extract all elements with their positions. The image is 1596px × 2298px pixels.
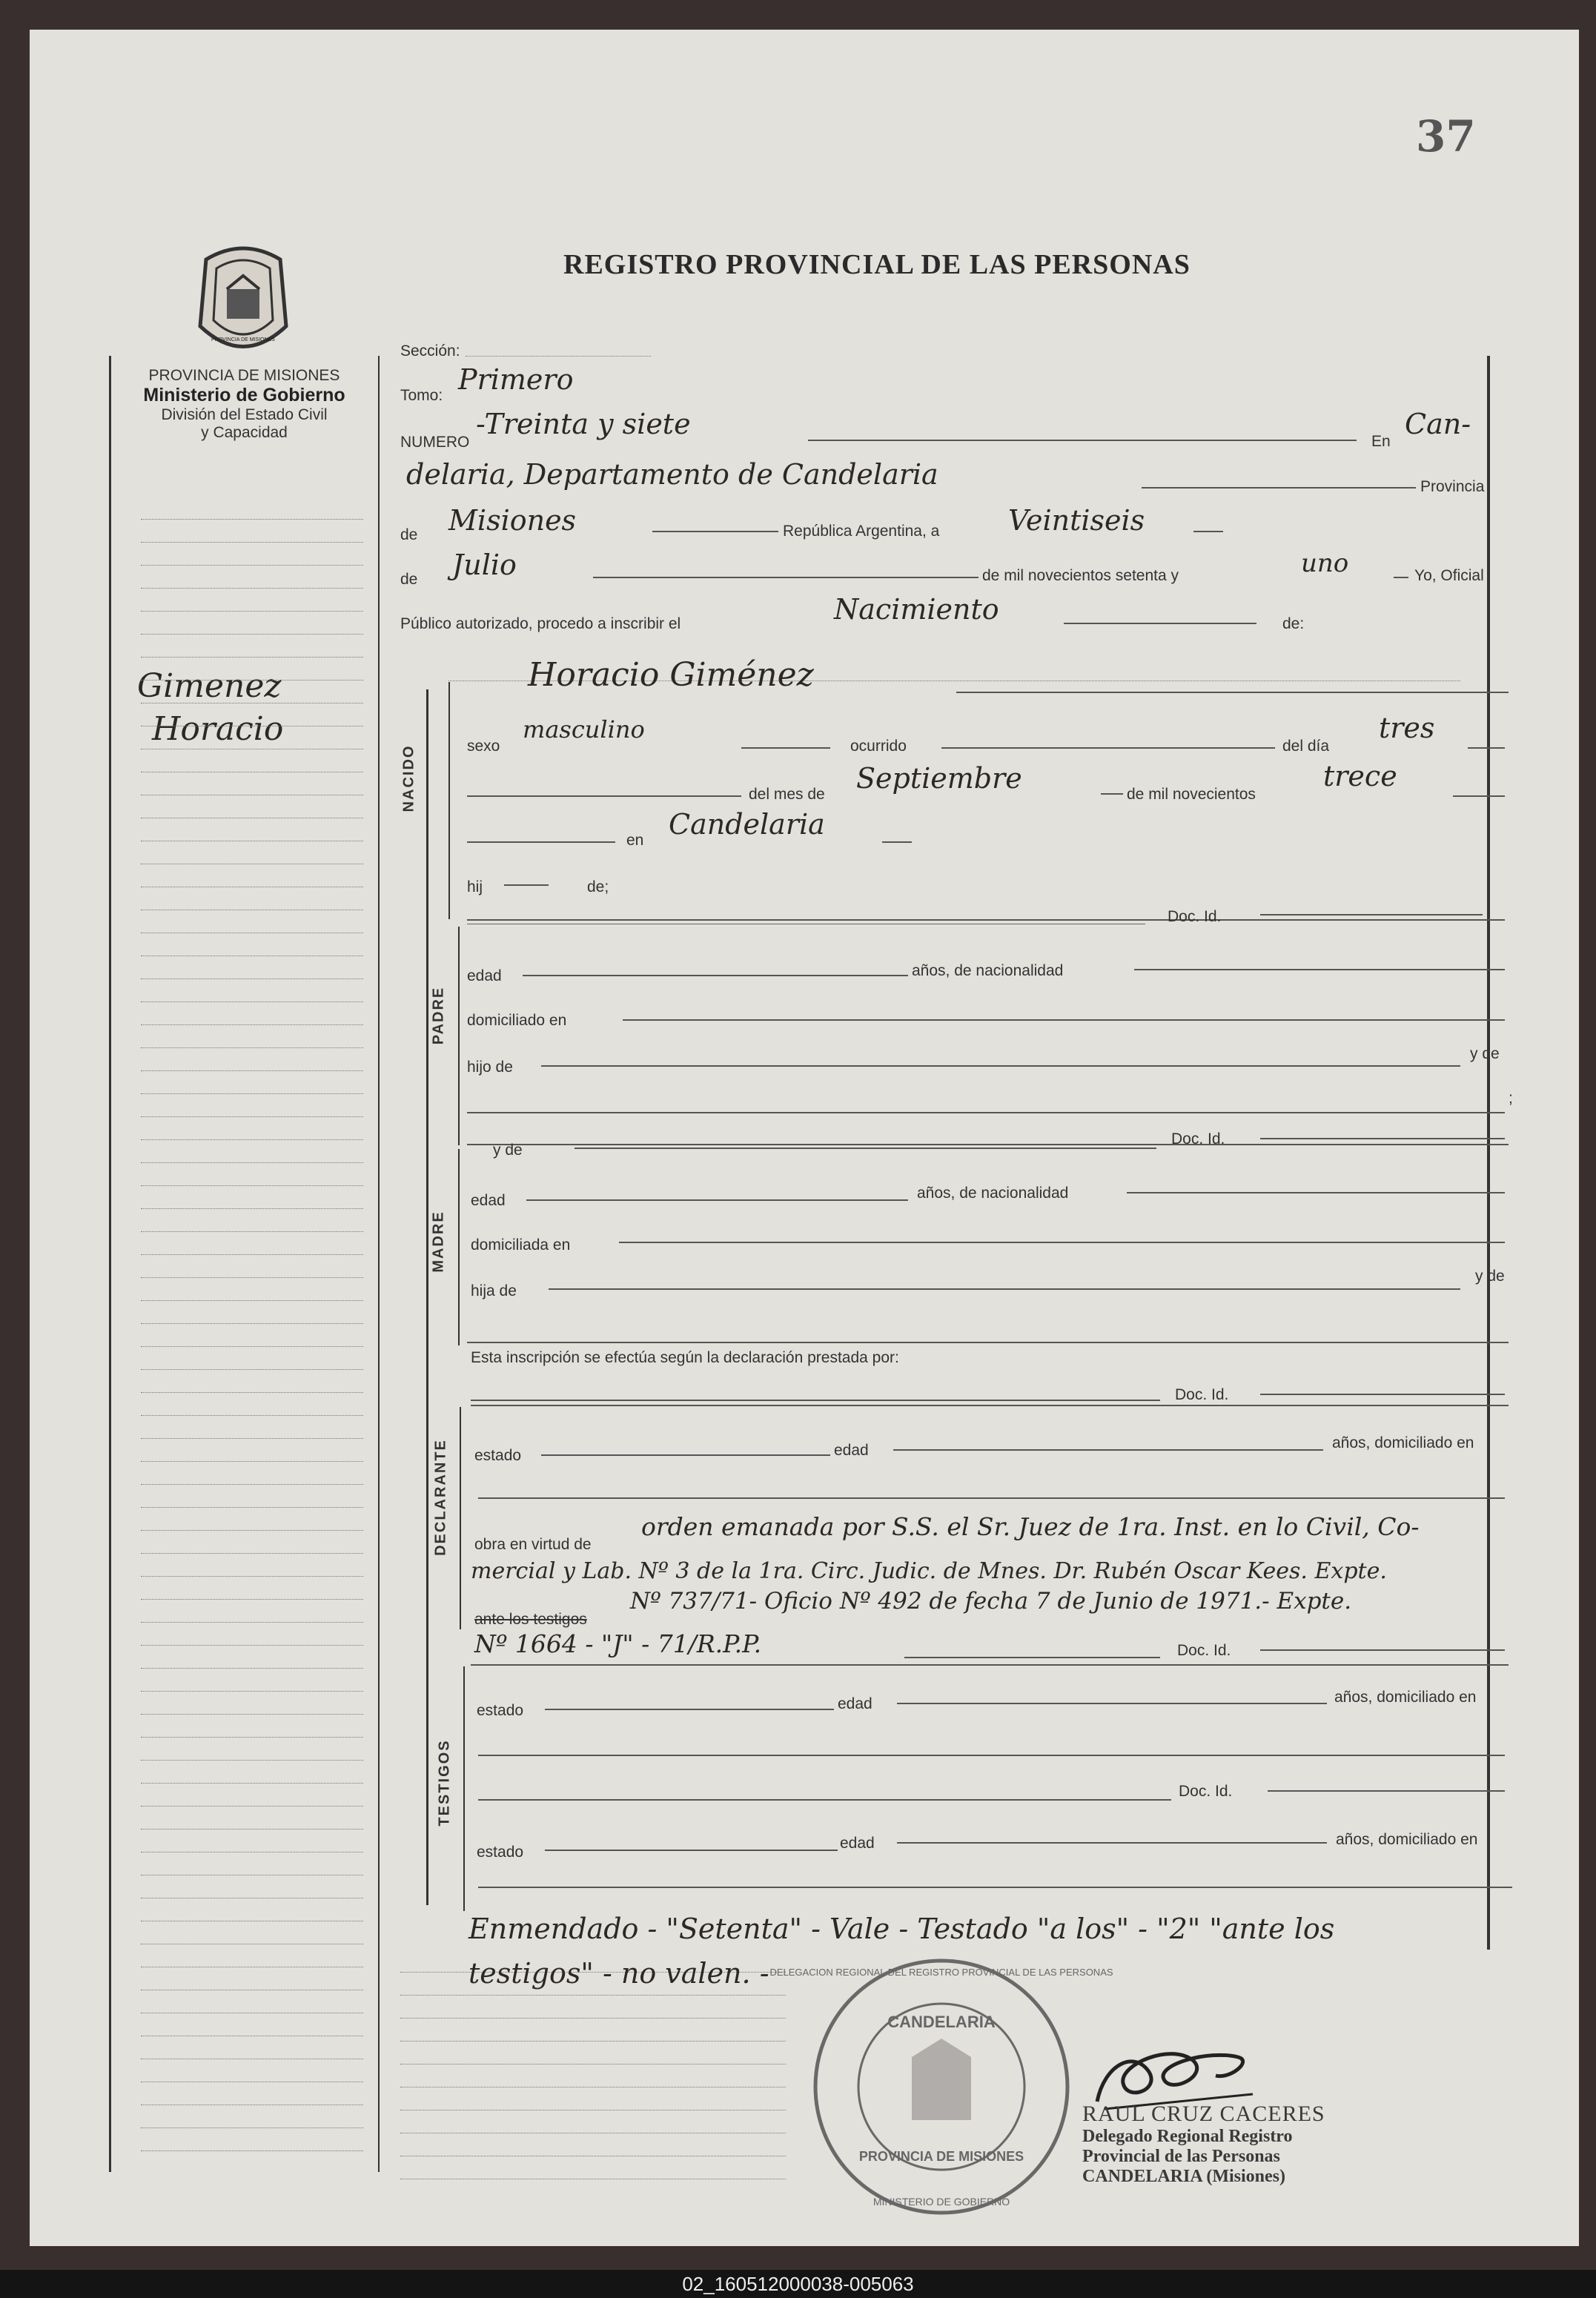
ocurrido-label: ocurrido [850,738,907,755]
doc-id-label-2: Doc. Id. [1171,1130,1225,1148]
ruled-line [141,1300,363,1301]
ruled-line [141,1001,363,1002]
doc-id-label-1: Doc. Id. [1168,908,1222,925]
madre-edad-label: edad [471,1192,506,1209]
ruled-line [141,1668,363,1669]
declarante-anos-label: años, domiciliado en [1332,1434,1474,1451]
margin-note-name: Horacio [152,710,284,748]
ruled-line [141,1461,363,1462]
orden-value-3: Nº 737/71- Oficio Nº 492 de fecha 7 de Junio de 1971.- Expte. [630,1588,1352,1615]
right-border [1487,356,1490,1950]
de-mil-label: de mil novecientos setenta y [982,567,1179,584]
yo-oficial-label: Yo, Oficial [1414,567,1484,584]
left-column-divider [378,356,380,2172]
ruled-line [141,1806,363,1807]
ruled-line [141,1760,363,1761]
ruled-line [141,657,363,658]
signature-line-3: CANDELARIA (Misiones) [1082,2167,1286,2186]
ruled-line [141,680,363,681]
padre-hijo-label: hijo de [467,1059,513,1076]
ruled-line [141,1208,363,1209]
stamp-ring-text: DELEGACION REGIONAL DEL REGISTRO PROVINCIAL DE LAS PERSONAS [769,1967,1113,1978]
anio-value: uno [1301,549,1349,578]
ruled-line [141,1162,363,1163]
testigo1-anos-label: años, domiciliado en [1334,1689,1477,1706]
sexo-value: masculino [523,715,645,744]
ruled-line [141,1714,363,1715]
ruled-line [141,1277,363,1278]
de-label-2: de [400,571,418,588]
ruled-line [141,1507,363,1508]
ruled-line [141,588,363,589]
stamp-ministry-text: MINISTERIO DE GOBIERNO [872,2196,1010,2208]
ruled-line [141,1185,363,1186]
sections-border [426,689,428,1905]
padre-domiciliado-label: domiciliado en [467,1012,567,1029]
stamp-top-text: CANDELARIA [887,2013,996,2031]
left-column-border [109,356,111,2172]
ruled-line [141,1645,363,1646]
footer-bar [0,2270,1596,2298]
de-mil-nov-label: de mil novecientos [1127,786,1256,803]
declaracion-label: Esta inscripción se efectúa según la declaración prestada por: [471,1349,899,1366]
provincia-label: Provincia [1420,478,1485,495]
ruled-line [141,1047,363,1048]
signature-line-1: Delegado Regional Registro [1082,2127,1293,2146]
testigo2-estado-label: estado [477,1844,524,1861]
doc-id-label-3: Doc. Id. [1175,1386,1229,1403]
tomo-value: Primero [458,363,574,396]
ruled-line [141,1346,363,1347]
ruled-line [400,1995,786,1996]
seccion-label: Sección: [400,342,460,360]
del-dia-label: del día [1282,738,1330,755]
footer-id: 02_160512000038-005063 [682,2273,914,2295]
ruled-line [141,1139,363,1140]
ruled-line [141,1530,363,1531]
ruled-line [400,2018,786,2019]
ruled-line [400,2041,786,2042]
ruled-line [141,1737,363,1738]
declarante-estado-label: estado [474,1447,522,1464]
en-label: En [1371,433,1391,450]
ruled-line [141,1691,363,1692]
dia-value: Veintiseis [1008,504,1145,537]
padre-edad-label: edad [467,967,502,984]
de-semicolon-label: de; [587,878,609,895]
ruled-line [141,1783,363,1784]
page-title: REGISTRO PROVINCIAL DE LAS PERSONAS [563,249,1191,280]
tomo-label: Tomo: [400,387,443,404]
emblem-text: PROVINCIA DE MISIONES [211,337,275,342]
ruled-line [141,1599,363,1600]
ruled-line [141,1484,363,1485]
ruled-line [141,542,363,543]
ruled-line [141,1553,363,1554]
section-declarante: DECLARANTE [432,1439,449,1556]
lugar-nac-value: Candelaria [669,808,825,841]
sexo-label: sexo [467,738,500,755]
ruled-line [141,1024,363,1025]
orden-value-2: mercial y Lab. Nº 3 de la 1ra. Circ. Judic. de Mnes. Dr. Rubén Oscar Kees. Expte. [471,1558,1387,1584]
padre-anos-label: años, de nacionalidad [912,962,1064,979]
madre-y-de-label-2: y de [1475,1268,1505,1285]
ruled-line [141,634,363,635]
madre-anos-label: años, de nacionalidad [917,1185,1069,1202]
ruled-line [141,1323,363,1324]
section-nacido: NACIDO [400,744,417,812]
padre-y-de-label: y de [1470,1045,1500,1062]
signature-name: RAUL CRUZ CACERES [1082,2102,1325,2126]
ruled-line [141,1576,363,1577]
ruled-line [141,1829,363,1830]
ministry-label: Ministerio de Gobierno [143,385,345,405]
section-padre: PADRE [430,986,447,1045]
numero-value: -Treinta y siete [476,408,691,440]
declarante-edad-label: edad [834,1442,869,1459]
ruled-line [141,1231,363,1232]
madre-y-de-label: y de [493,1142,523,1159]
signature-line-2: Provincial de las Personas [1082,2147,1280,2166]
testigo1-edad-label: edad [838,1695,872,1712]
enmienda-line-1: Enmendado - "Setenta" - Vale - Testado "a los" - "2" "ante los [468,1913,1335,1945]
republica-label: República Argentina, a [783,523,940,540]
margin-note-surname: Gimenez [137,667,282,705]
ante-testigos-label: ante los testigos [474,1611,587,1628]
ruled-line [141,1093,363,1094]
province-emblem-icon [191,237,295,363]
padre-semicolon: ; [1509,1090,1513,1107]
anio-nac-value: trece [1323,760,1397,792]
section-madre: MADRE [430,1211,447,1273]
en-lower-label: en [626,832,644,849]
mes-nac-value: Septiembre [856,762,1022,795]
ruled-line [141,565,363,566]
madre-hija-label: hija de [471,1282,517,1299]
ruled-line [141,2150,363,2151]
testigo2-anos-label: años, domiciliado en [1336,1831,1478,1848]
del-mes-label: del mes de [749,786,825,803]
division-label-2: y Capacidad [201,424,288,441]
doc-id-label-5: Doc. Id. [1179,1783,1233,1800]
ruled-line [141,1369,363,1370]
ruled-line [141,1254,363,1255]
publico-label: Público autorizado, procedo a inscribir el [400,615,681,632]
lugar-value-1: Can- [1405,408,1471,440]
ruled-line [141,519,363,520]
obra-virtud-label: obra en virtud de [474,1536,592,1553]
de-colon-label: de: [1282,615,1305,632]
doc-id-label-4: Doc. Id. [1177,1642,1231,1659]
testigo1-estado-label: estado [477,1702,524,1719]
orden-value-1: orden emanada por S.S. el Sr. Juez de 1ra. Inst. en lo Civil, Co- [641,1512,1420,1541]
ruled-line [141,1392,363,1393]
register-page [30,30,1579,2246]
hij-label: hij [467,878,483,895]
acto-value: Nacimiento [834,593,999,626]
lugar-value-2: delaria, Departamento de Candelaria [406,458,938,491]
numero-label: NUMERO [400,434,470,451]
ruled-line [141,1070,363,1071]
stamp-bottom-text: PROVINCIA DE MISIONES [858,2149,1024,2164]
enmienda-line-2: testigos" - no valen. - [468,1957,769,1990]
mes-value: Julio [452,549,517,581]
ministry-block [113,367,376,442]
testigo2-edad-label: edad [840,1835,875,1852]
ruled-line [141,1415,363,1416]
ruled-line [141,1622,363,1623]
provincia-value: Misiones [448,504,577,537]
province-label: PROVINCIA DE MISIONES [148,367,340,384]
nombre-value: Horacio Giménez [528,656,814,694]
ruled-line [141,1116,363,1117]
official-stamp-icon [769,1946,1113,2228]
page-number: 37 [1416,111,1476,162]
ruled-line [141,1438,363,1439]
ruled-line [141,611,363,612]
dia-nac-value: tres [1379,712,1435,744]
orden-value-4: Nº 1664 - "J" - 71/R.P.P. [474,1629,762,1658]
section-testigos: TESTIGOS [436,1739,453,1827]
signature-block [1082,2102,1325,2187]
madre-domiciliada-label: domiciliada en [471,1236,571,1254]
division-label-1: División del Estado Civil [161,406,328,423]
de-label-1: de [400,526,418,543]
